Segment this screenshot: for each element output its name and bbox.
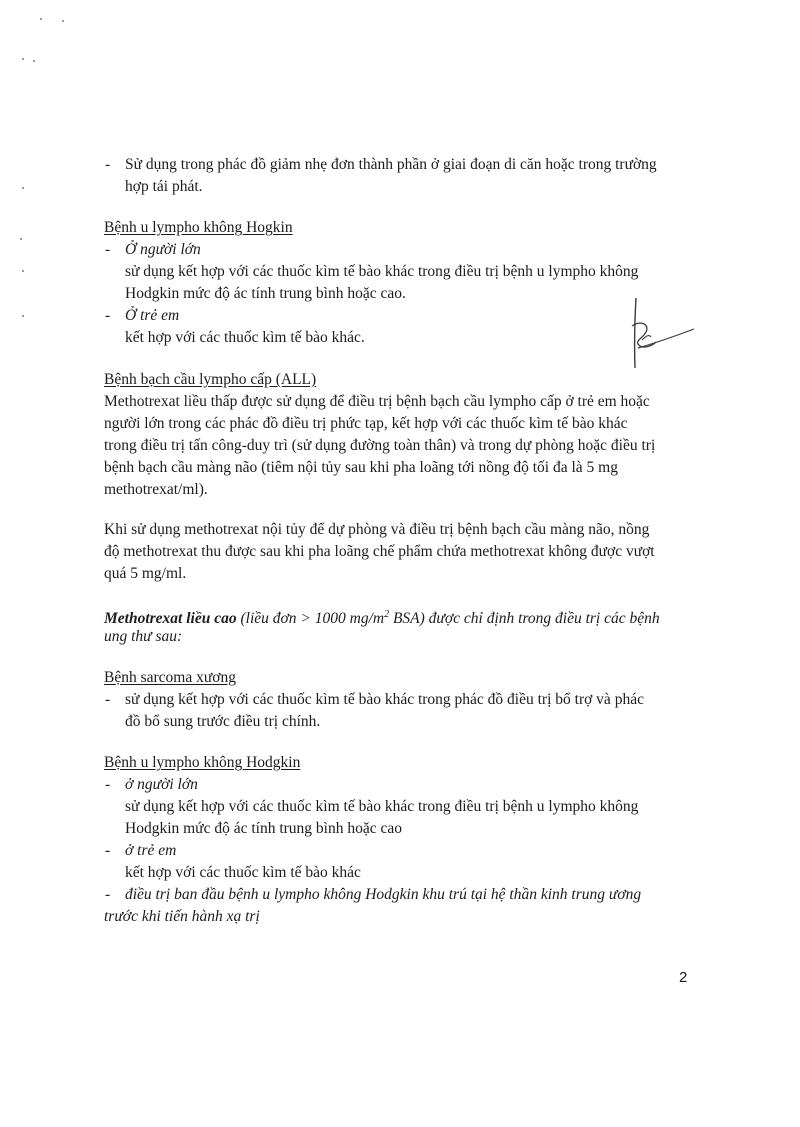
paragraph-line: methotrexat/ml). <box>104 481 208 498</box>
scan-speck <box>22 58 24 60</box>
section-heading: Bệnh bạch cầu lympho cấp (ALL) <box>104 371 317 388</box>
bullet-dash: - <box>105 886 111 903</box>
scan-speck <box>22 187 24 189</box>
list-item-text: đồ bổ sung trước điều trị chính. <box>125 713 321 730</box>
list-item-text: Sử dụng trong phác đồ giảm nhẹ đơn thành phần ở giai đoạn di căn hoặc trong trường <box>125 156 657 173</box>
paragraph-line: trước khi tiến hành xạ trị <box>104 908 260 925</box>
bullet-dash: - <box>105 691 111 708</box>
subgroup-label: Ở người lớn <box>125 241 201 258</box>
scan-speck <box>22 315 24 317</box>
high-dose-text: BSA) được chỉ định trong điều trị các bệnh <box>389 610 660 628</box>
paragraph-line: sử dụng kết hợp với các thuốc kìm tế bào khác trong điều trị bệnh u lympho không <box>125 263 639 280</box>
section-heading: Bệnh u lympho không Hogkin <box>104 219 293 236</box>
list-item-text: sử dụng kết hợp với các thuốc kìm tế bào khác trong phác đồ điều trị bổ trợ và phác <box>125 691 644 708</box>
bullet-dash: - <box>105 156 111 173</box>
bullet-dash: - <box>105 776 111 793</box>
paragraph-line: sử dụng kết hợp với các thuốc kìm tế bào khác trong điều trị bệnh u lympho không <box>125 798 639 815</box>
paragraph-line: kết hợp với các thuốc kìm tế bào khác <box>125 864 361 881</box>
scan-speck <box>22 270 24 272</box>
scan-speck <box>40 18 42 20</box>
paragraph-line: trong điều trị tấn công-duy trì (sử dụng đường toàn thân) và trong dự phòng hoặc điều trị <box>104 437 656 454</box>
bullet-dash: - <box>105 842 111 859</box>
subgroup-label: Ở trẻ em <box>125 307 180 324</box>
scan-speck <box>20 238 22 240</box>
high-dose-text: (liều đơn > 1000 mg/m <box>236 610 385 628</box>
subgroup-label: ở trẻ em <box>125 842 177 859</box>
bullet-dash: - <box>105 241 111 258</box>
high-dose-intro <box>104 604 660 630</box>
paragraph-line: người lớn trong các phác đồ điều trị phức tạp, kết hợp với các thuốc kìm tế bào khác <box>104 415 628 432</box>
scan-speck <box>33 60 35 62</box>
paragraph-line: độ methotrexat thu được sau khi pha loãng chế phẩm chứa methotrexat không được vượt <box>104 543 655 560</box>
superscript: 2 <box>384 609 390 620</box>
paragraph-line: Khi sử dụng methotrexat nội tủy để dự phòng và điều trị bệnh bạch cầu màng não, nồng <box>104 521 650 538</box>
scan-speck <box>62 20 64 22</box>
paragraph-line: Hodgkin mức độ ác tính trung bình hoặc cao <box>125 820 403 837</box>
paragraph-line: quá 5 mg/ml. <box>104 565 187 582</box>
paragraph-line: ung thư sau: <box>104 628 183 645</box>
paragraph-line: bệnh bạch cầu màng não (tiêm nội tủy sau khi pha loãng tới nồng độ tối đa là 5 mg <box>104 459 618 476</box>
paragraph-line: điều trị ban đầu bệnh u lympho không Hodgkin khu trú tại hệ thần kinh trung ương <box>125 886 642 903</box>
high-dose-term: Methotrexat liều cao <box>104 610 237 628</box>
paragraph-line: Hodgkin mức độ ác tính trung bình hoặc cao. <box>125 285 406 302</box>
list-item-text: hợp tái phát. <box>125 178 203 195</box>
paragraph-line: Methotrexat liều thấp được sử dụng để điều trị bệnh bạch cầu lympho cấp ở trẻ em hoặc <box>104 393 650 410</box>
paragraph-line: kết hợp với các thuốc kìm tế bào khác. <box>125 329 365 346</box>
page-number: 2 <box>679 969 688 986</box>
section-heading: Bệnh sarcoma xương <box>104 669 236 686</box>
bullet-dash: - <box>105 307 111 324</box>
subgroup-label: ở người lớn <box>125 776 198 793</box>
section-heading: Bệnh u lympho không Hodgkin <box>104 754 301 771</box>
handwritten-signature <box>618 296 698 371</box>
